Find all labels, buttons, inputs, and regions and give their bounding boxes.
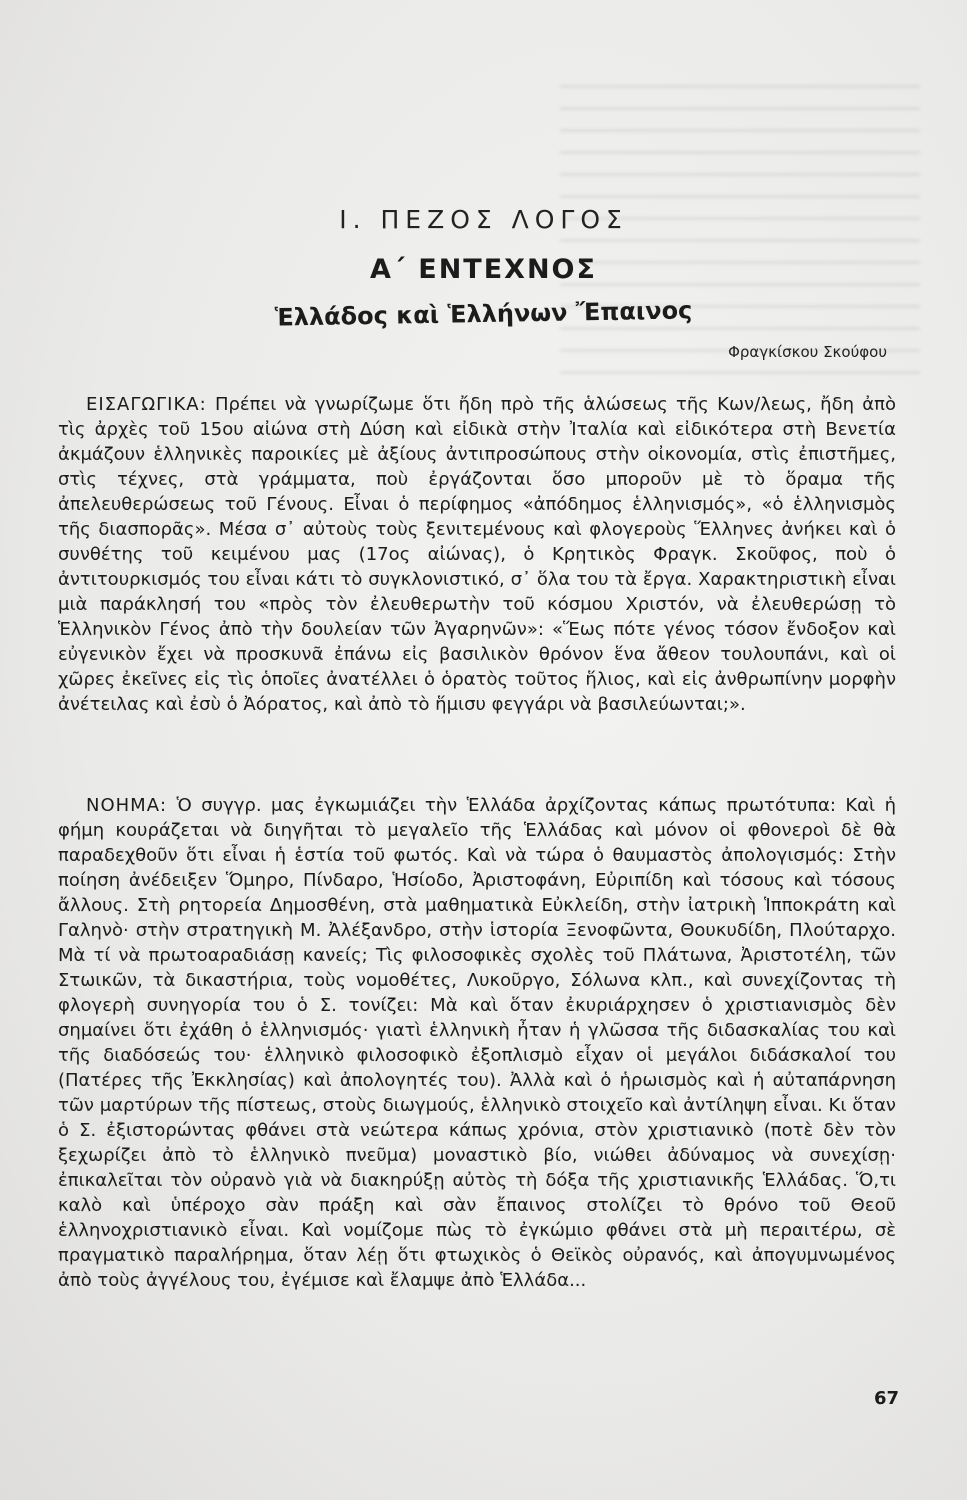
show-through-text [560, 85, 920, 385]
intro-text: Πρέπει νὰ γνωρίζωμε ὅτι ἤδη πρὸ τῆς ἁλώσεως τῆς Κων/λεως, ἤδη ἀπὸ τὶς ἀρχὲς τοῦ 15ου αἰώνα στὴ Δύση καὶ εἰδικὰ στὴν Ἰταλία καὶ εἰδικότερα στὴ Βενετία ἀκμάζουν ἑλληνικὲς παροικίες μὲ ἀξίους ἀντιπροσώπους στὴν οἰκονομία, στὶς ἐπιστῆμες, στὶς τέχνες, στὰ γράμματα, ποὺ ἐργάζονται ὅσο μποροῦν μὲ τὸ ὅραμα τῆς ἀπελευθερώσεως τοῦ Γένους. Εἶναι ὁ περίφημος «ἀπόδημος ἑλληνισμός», «ὁ ἑλληνισμὸς τῆς διασπορᾶς». Μέσα σ᾽ αὐτοὺς τοὺς ξενιτεμένους καὶ φλογεροὺς Ἕλληνες ἀνήκει καὶ ὁ συνθέτης τοῦ κειμένου μας (17ος αἰώνας), ὁ Κρητικὸς Φραγκ. Σκοῦφος, ποὺ ὁ ἀντιτουρκισμός του εἶναι κάτι τὸ συγκλονιστικό, σ᾽ ὅλα του τὰ ἔργα. Χαρακτηριστικὴ εἶναι μιὰ παράκλησή του «πρὸς τὸν ἐλευθερωτὴν τοῦ κόσμου Χριστόν, νὰ ἐλευθερώσῃ τὸ Ἑλληνικὸν Γένος ἀπὸ τὴν δουλείαν τῶν Ἀγαρηνῶν»: «Ἕως πότε γένος τόσον ἔνδοξον καὶ εὐγενικὸν ἔχει νὰ προσκυνᾶ ἐπάνω εἰς βασιλικὸν θρόνον ἕνα ἄθεον τουλουπάνι, καὶ οἱ χῶρες ἐκεῖνες εἰς τὶς ὁποῖες ἀνατέλλει ὁ ὁρατὸς τοῦτος ἥλιος, καὶ εἰς ἀνθρωπίνην μορφὴν ἀνέτειλας καὶ ἐσὺ ὁ Ἀόρατος, καὶ ἀπὸ τὸ ἥμισυ φεγγάρι νὰ βασιλεύωνται;». [58, 394, 896, 715]
noima-text: Ὁ συγγρ. μας ἐγκωμιάζει τὴν Ἑλλάδα ἀρχίζοντας κάπως πρωτότυπα: Καὶ ἡ φήμη κουράζεται νὰ διηγῆται τὸ μεγαλεῖο τῆς Ἑλλάδας καὶ μόνον οἱ φθονεροὶ δὲ θὰ παραδεχθοῦν ὅτι εἶναι ἡ ἑστία τοῦ φωτός. Καὶ νὰ τώρα ὁ θαυμαστὸς ἀπολογισμός: Στὴν ποίηση ἀνέδειξεν Ὅμηρο, Πίνδαρο, Ἡσίοδο, Ἀριστοφάνη, Εὐριπίδη καὶ τόσους καὶ τόσους ἄλλους. Στὴ ρητορεία Δημοσθένη, στὰ μαθηματικὰ Εὐκλείδη, στὴν ἰατρικὴ Ἱπποκράτη καὶ Γαληνὸ· στὴν στρατηγικὴ Μ. Ἀλέξανδρο, στὴν ἱστορία Ξενοφῶντα, Θουκυδίδη, Πλούταρχο. Μὰ τί νὰ πρωτοαραδιάσῃ κανείς; Τὶς φιλοσοφικὲς σχολὲς τοῦ Πλάτωνα, Ἀριστοτέλη, τῶν Στωικῶν, τὰ δικαστήρια, τοὺς νομοθέτες, Λυκοῦργο, Σόλωνα κλπ., καὶ συνεχίζοντας τὴ φλογερὴ συνηγορία του ὁ Σ. τονίζει: Μὰ καὶ ὅταν ἐκυριάρχησεν ὁ χριστιανισμὸς δὲν σημαίνει ὅτι ἐχάθη ὁ ἑλληνισμός· γιατὶ ἑλληνικὴ ἦταν ἡ γλῶσσα τῆς διδασκαλίας του καὶ τῆς διαδόσεώς του· ἑλληνικὸ φιλοσοφικὸ ἐξοπλισμὸ εἶχαν οἱ μεγάλοι διδάσκαλοί του (Πατέρες τῆς Ἐκκλησίας) καὶ ἀπολογητές του). Ἀλλὰ καὶ ὁ ἡρωισμὸς καὶ ἡ αὐταπάρνηση τῶν μαρτύρων τῆς πίστεως, στοὺς διωγμούς, ἑλληνικὸ στοιχεῖο καὶ ἀντίληψη εἶναι. Κι ὅταν ὁ Σ. ἐξιστορώντας φθάνει στὰ νεώτερα κάπως χρόνια, στὸν χριστιανικὸ (ποτὲ δὲν τὸν ξεχωρίζει ἀπὸ τὸ ἑλληνικὸ πνεῦμα) μοναστικὸ βίο, νιώθει ἀδύναμος νὰ συνεχίσῃ· ἐπικαλεῖται τὸν οὐρανὸ γιὰ νὰ διακηρύξῃ αὐτὸς τὴ δόξα τῆς χριστιανικῆς Ἑλλάδας. Ὅ,τι καλὸ καὶ ὑπέροχο σὰν πράξη καὶ σὰν ἔπαινος στολίζει τὸ θρόνο τοῦ Θεοῦ ἑλληνοχριστιανικὸ εἶναι. Καὶ νομίζομε πὼς τὸ ἐγκώμιο φθάνει στὰ μὴ περαιτέρω, σὲ πραγματικὸ παραλήρημα, ὅταν λέῃ ὅτι φτωχικὸς ὁ Θεϊκὸς οὐρανός, καὶ ἀπογυμνωμένος ἀπὸ τοὺς ἀγγέλους του, ἐγέμισε καὶ ἔλαμψε ἀπὸ Ἑλλάδα... [58, 795, 896, 1291]
section-title: Ι. ΠΕΖΟΣ ΛΟΓΟΣ [339, 205, 628, 234]
subtitle: Α΄ ΕΝΤΕΧΝΟΣ [370, 254, 597, 285]
noima-label: ΝΟΗΜΑ: [86, 795, 168, 816]
intro-label: ΕΙΣΑΓΩΓΙΚΑ: [86, 394, 207, 415]
intro-paragraph [58, 392, 896, 717]
page-number: 67 [873, 1388, 899, 1409]
text-heading: Ἑλλάδος καὶ Ἑλλήνων Ἔπαινος [274, 296, 693, 332]
noima-paragraph [58, 793, 896, 1293]
author-name: Φραγκίσκου Σκούφου [728, 343, 887, 361]
